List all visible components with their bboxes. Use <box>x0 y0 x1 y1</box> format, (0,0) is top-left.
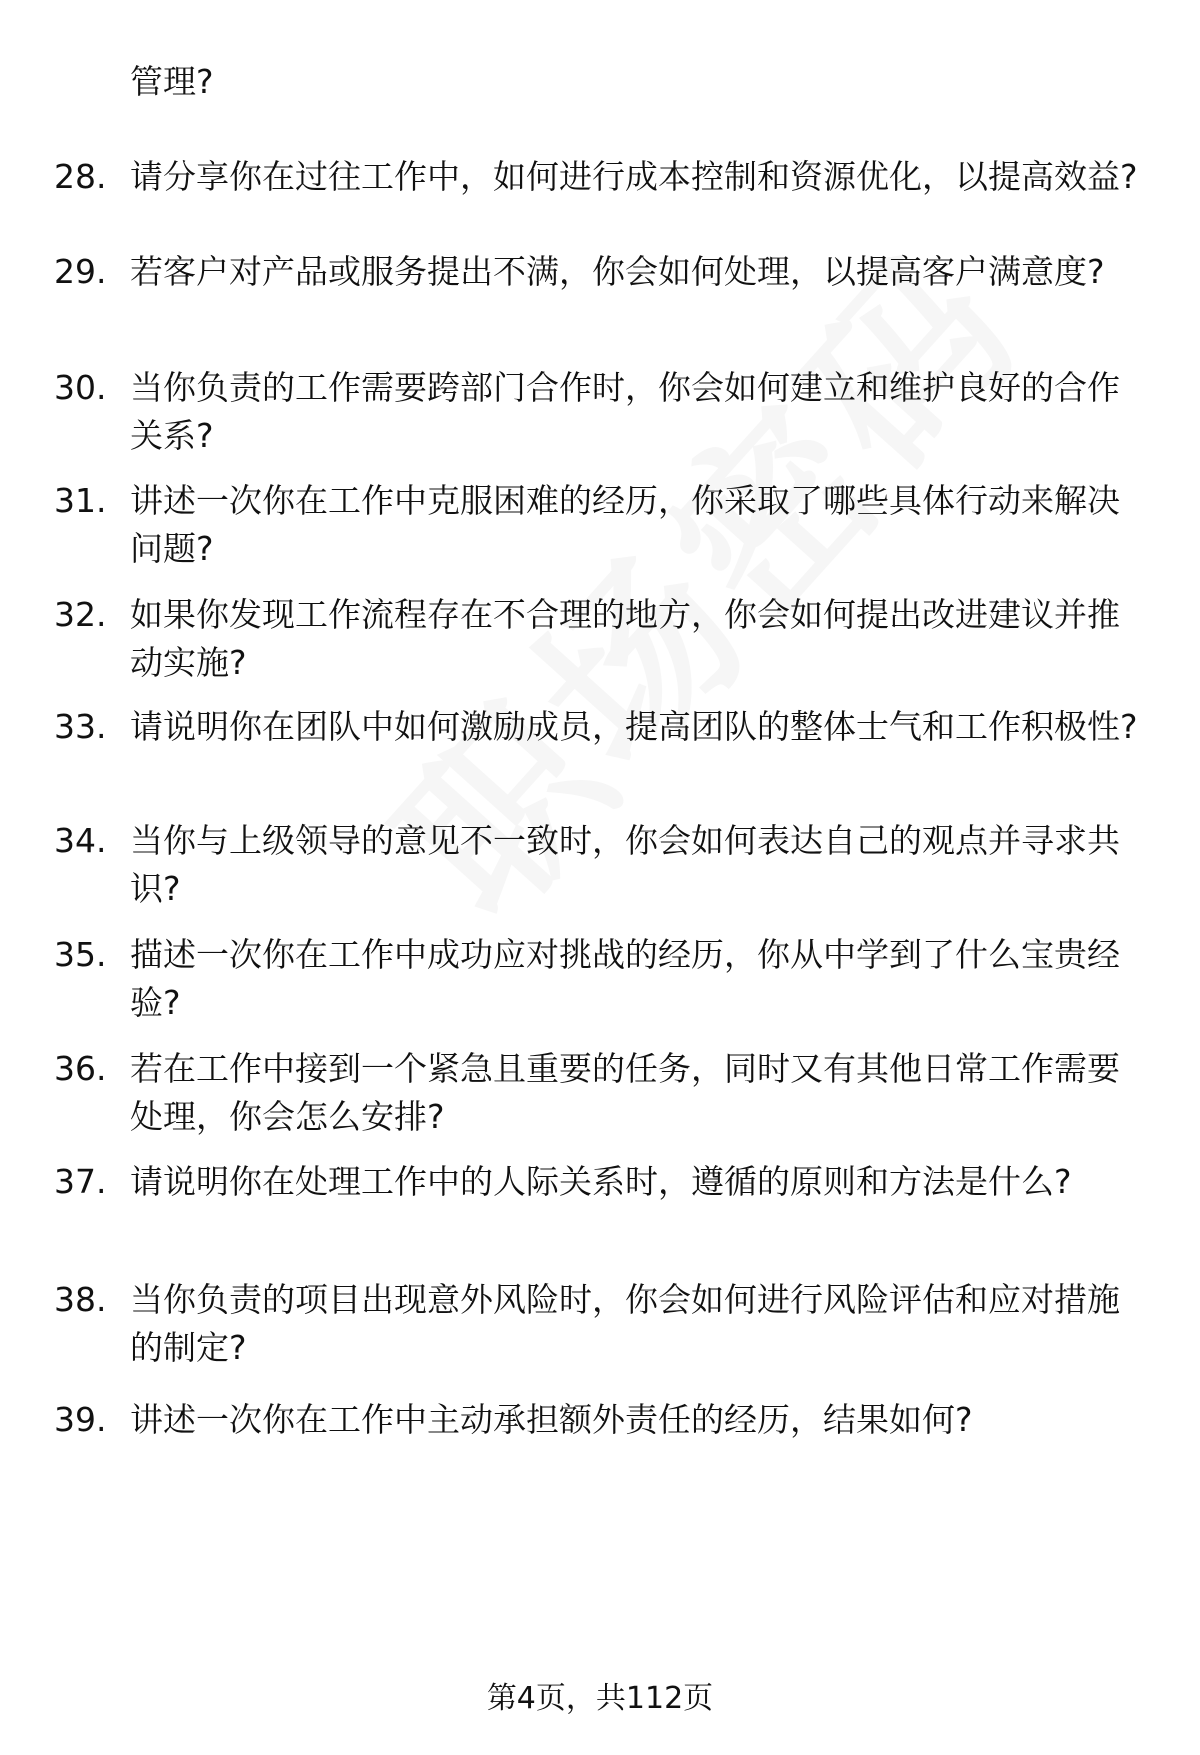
question-number: 37. <box>54 1162 107 1201</box>
question-number: 30. <box>54 368 107 407</box>
question-text: 当你与上级领导的意见不一致时，你会如何表达自己的观点并寻求共识? <box>130 821 1120 908</box>
question-number: 33. <box>54 707 107 746</box>
continued-question-text: 管理? <box>130 62 214 101</box>
question-number: 28. <box>54 157 107 196</box>
question-text: 请说明你在处理工作中的人际关系时，遵循的原则和方法是什么? <box>130 1162 1072 1201</box>
question-number: 35. <box>54 935 107 974</box>
question-text: 若客户对产品或服务提出不满，你会如何处理，以提高客户满意度? <box>130 252 1105 291</box>
question-number: 29. <box>54 252 107 291</box>
question-text: 当你负责的项目出现意外风险时，你会如何进行风险评估和应对措施的制定? <box>130 1280 1120 1367</box>
question-number: 36. <box>54 1049 107 1088</box>
question-number: 34. <box>54 821 107 860</box>
question-text: 请分享你在过往工作中，如何进行成本控制和资源优化，以提高效益? <box>130 157 1138 196</box>
question-number: 31. <box>54 481 107 520</box>
question-text: 如果你发现工作流程存在不合理的地方，你会如何提出改进建议并推动实施? <box>130 595 1120 682</box>
question-number: 39. <box>54 1400 107 1439</box>
question-text: 请说明你在团队中如何激励成员，提高团队的整体士气和工作积极性? <box>130 707 1138 746</box>
question-number: 38. <box>54 1280 107 1319</box>
question-text: 讲述一次你在工作中克服困难的经历，你采取了哪些具体行动来解决问题? <box>130 481 1120 568</box>
question-text: 若在工作中接到一个紧急且重要的任务，同时又有其他日常工作需要处理，你会怎么安排? <box>130 1049 1120 1136</box>
question-number: 32. <box>54 595 107 634</box>
question-text: 描述一次你在工作中成功应对挑战的经历，你从中学到了什么宝贵经验? <box>130 935 1120 1022</box>
question-text: 当你负责的工作需要跨部门合作时，你会如何建立和维护良好的合作关系? <box>130 368 1120 455</box>
page-footer: 第4页，共112页 <box>486 1681 714 1716</box>
question-text: 讲述一次你在工作中主动承担额外责任的经历，结果如何? <box>130 1400 973 1439</box>
